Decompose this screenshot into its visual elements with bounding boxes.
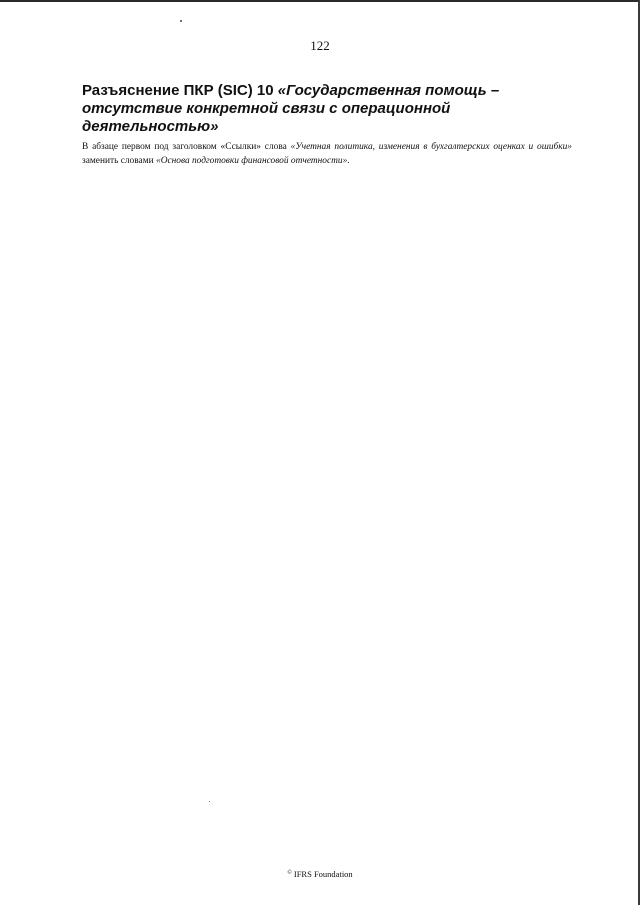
paragraph-text-3: . [347, 156, 350, 166]
paragraph-text-2: заменить словами [82, 156, 156, 166]
heading-italic-title: «Государственная помощь – отсутствие конкретной связи с операционной деятельностью» [82, 82, 500, 135]
amendment-paragraph [82, 140, 572, 168]
scan-speck [209, 801, 210, 802]
section-heading [82, 82, 582, 136]
page-footer [0, 869, 640, 879]
scan-speck [180, 20, 182, 22]
scan-edge-top [0, 0, 640, 2]
copyright-symbol: © [287, 870, 292, 876]
page-number: 122 [310, 38, 330, 53]
paragraph-quote-2: «Основа подготовки финансовой отчетности» [156, 156, 348, 166]
footer-text: IFRS Foundation [293, 869, 353, 879]
heading-prefix: Разъяснение ПКР (SIC) 10 [82, 82, 278, 99]
paragraph-text-1: В абзаце первом под заголовком «Ссылки» слова [82, 142, 291, 152]
paragraph-quote-1: «Учетная политика, изменения в бухгалтерских оценках и ошибки» [290, 142, 572, 152]
